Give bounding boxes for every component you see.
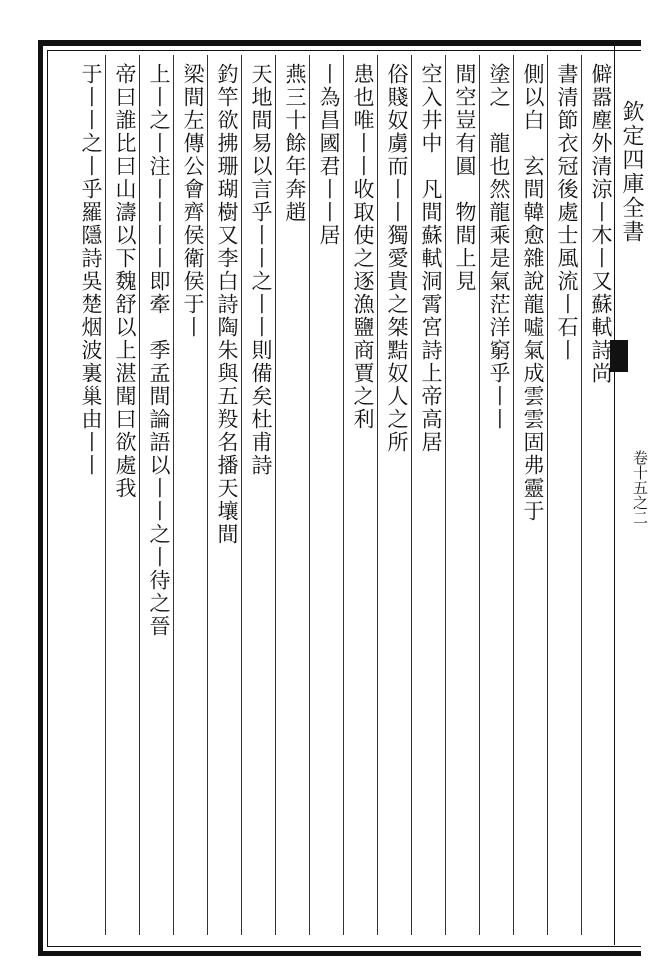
text-column: 空入井中 凡間蘇軾洞霄宮詩上帝高居 <box>411 55 445 935</box>
text-column: 塗之 龍也然龍乘是氣茫洋窮乎丨丨 <box>479 55 513 935</box>
text-column: 間空豈有圓 物間上見 <box>445 55 479 935</box>
text-column: 俗賤奴虜而丨丨獨愛貴之桀黠奴人之所 <box>377 55 411 935</box>
text-column: 燕三十餘年奔趙 <box>275 55 309 935</box>
text-column: 側以白 玄間韓愈雜說龍噓氣成雲雲固弗靈于 <box>513 55 547 935</box>
text-column: 書清節衣冠後處士風流丨石丨 <box>547 55 581 935</box>
text-column: 天地間易以言乎丨丨之丨丨則備矣杜甫詩 <box>241 55 275 935</box>
text-column: 梁間左傳公會齊侯衛侯于丨 <box>173 55 207 935</box>
text-column: 釣竿欲拂珊瑚樹又李白詩陶朱與五羖名播天壤間 <box>207 55 241 935</box>
book-title: 欽定四庫全書 <box>619 100 644 244</box>
text-column: 僻嚣塵外清涼丨木丨又蘇軾詩尚 <box>581 55 615 935</box>
text-columns <box>60 55 615 935</box>
text-column: 于丨丨之丨乎羅隱詩吳楚烟波裏巢由丨丨 <box>79 63 103 477</box>
text-column: 患也唯丨丨收取使之逐漁鹽商賈之利 <box>343 55 377 935</box>
text-column: 丨為昌國君丨丨居 <box>309 55 343 935</box>
volume-label: 卷十五之二 <box>631 450 649 525</box>
text-column: 上丨之丨注丨丨丨丨即牽 季孟間論語以丨丨之丨待之晉 <box>139 55 173 935</box>
page-header-strip <box>610 40 666 945</box>
text-column: 帝曰誰比曰山濤以下魏舒以上湛聞曰欲處我 <box>105 55 139 935</box>
